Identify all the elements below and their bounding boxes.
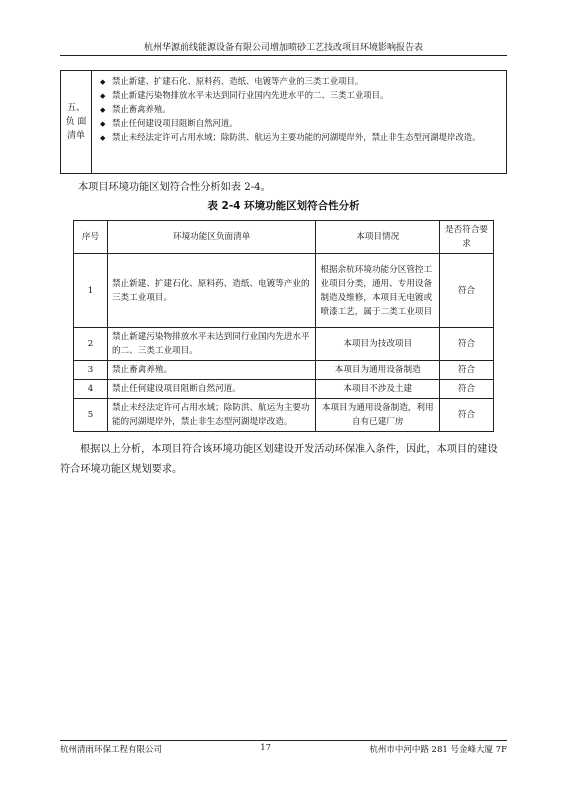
table-row	[74, 361, 494, 380]
cell-list: 禁止未经法定许可占用水域；除防洪、航运为主要功能的河湖堤岸外，禁止非生态型河湖堤岸改造。	[107, 399, 315, 432]
table-row	[74, 380, 494, 399]
footer-company: 杭州清雨环保工程有限公司	[60, 745, 163, 755]
cell-situation: 本项目为技改项目	[316, 328, 440, 361]
list-item	[100, 131, 502, 145]
compliance-table	[73, 220, 494, 432]
label-line: 五、	[66, 103, 85, 113]
cell-conform: 符合	[440, 361, 494, 380]
cell-situation: 本项目为通用设备制造，利用自有已建厂房	[316, 399, 440, 432]
list-item	[100, 89, 502, 103]
list-item-text: 禁止新建、扩建石化、原料药、造纸、电镀等产业的三类工业项目。	[112, 76, 364, 86]
bullet-icon: ◆	[100, 134, 106, 142]
cell-list: 禁止新建、扩建石化、原料药、造纸、电镀等产业的三类工业项目。	[107, 254, 315, 328]
conclusion-paragraph: 根据以上分析，本项目符合该环境功能区划建设开发活动环保准入条件，因此，本项目的建设符合环境功能区规划要求。	[60, 444, 498, 475]
table-header-row	[74, 221, 494, 254]
table-caption: 表 2-4 环境功能区划符合性分析	[207, 200, 360, 212]
list-item	[100, 103, 502, 117]
negative-list-box	[60, 70, 507, 174]
intro-paragraph: 本项目环境功能区划符合性分析如表 2-4。	[78, 182, 271, 193]
cell-conform: 符合	[440, 254, 494, 328]
bullet-icon: ◆	[100, 120, 106, 128]
page-number: 17	[260, 743, 272, 753]
header-situation: 本项目情况	[316, 221, 440, 254]
table-row	[74, 254, 494, 328]
label-line: 清单	[66, 131, 85, 141]
list-item-text: 禁止任何建设项目阻断自然河道。	[112, 118, 238, 128]
cell-no: 2	[74, 328, 108, 361]
cell-situation: 本项目不涉及土建	[316, 380, 440, 399]
table-row	[74, 399, 494, 432]
cell-list: 禁止畜禽养殖。	[107, 361, 315, 380]
cell-list: 禁止任何建设项目阻断自然河道。	[107, 380, 315, 399]
list-item-text: 禁止新建污染物排放水平未达到同行业国内先进水平的二、三类工业项目。	[112, 90, 389, 100]
cell-situation: 根据余杭环境功能分区管控工业项目分类，通用、专用设备制造及维修，本项目无电镀或喷漆工艺，属于二类工业项目	[316, 254, 440, 328]
list-item	[100, 117, 502, 131]
list-item-text: 禁止未经法定许可占用水域；除防洪、航运为主要功能的河湖堤岸外，禁止非生态型河湖堤岸改造。	[112, 132, 481, 142]
list-item-text: 禁止畜禽养殖。	[112, 104, 171, 114]
list-item	[100, 75, 502, 89]
cell-conform: 符合	[440, 399, 494, 432]
page-header: 杭州华源前线能源设备有限公司增加喷砂工艺技改项目环境影响报告表	[60, 40, 507, 56]
header-list: 环境功能区负面清单	[107, 221, 315, 254]
page-footer	[60, 740, 507, 755]
cell-no: 5	[74, 399, 108, 432]
cell-conform: 符合	[440, 328, 494, 361]
bullet-icon: ◆	[100, 106, 106, 114]
header-no: 序号	[74, 221, 108, 254]
cell-no: 4	[74, 380, 108, 399]
footer-address: 杭州市中河中路 281 号金峰大厦 7F	[369, 745, 507, 755]
header-conform: 是否符合要求	[440, 221, 494, 254]
bullet-icon: ◆	[100, 78, 106, 86]
table-row	[74, 328, 494, 361]
cell-no: 1	[74, 254, 108, 328]
negative-list-items	[92, 71, 506, 173]
negative-list-label	[61, 71, 92, 173]
cell-conform: 符合	[440, 380, 494, 399]
cell-list: 禁止新建污染物排放水平未达到同行业国内先进水平的二、三类工业项目。	[107, 328, 315, 361]
label-line: 负 面	[65, 117, 87, 127]
cell-situation: 本项目为通用设备制造	[316, 361, 440, 380]
cell-no: 3	[74, 361, 108, 380]
bullet-icon: ◆	[100, 92, 106, 100]
